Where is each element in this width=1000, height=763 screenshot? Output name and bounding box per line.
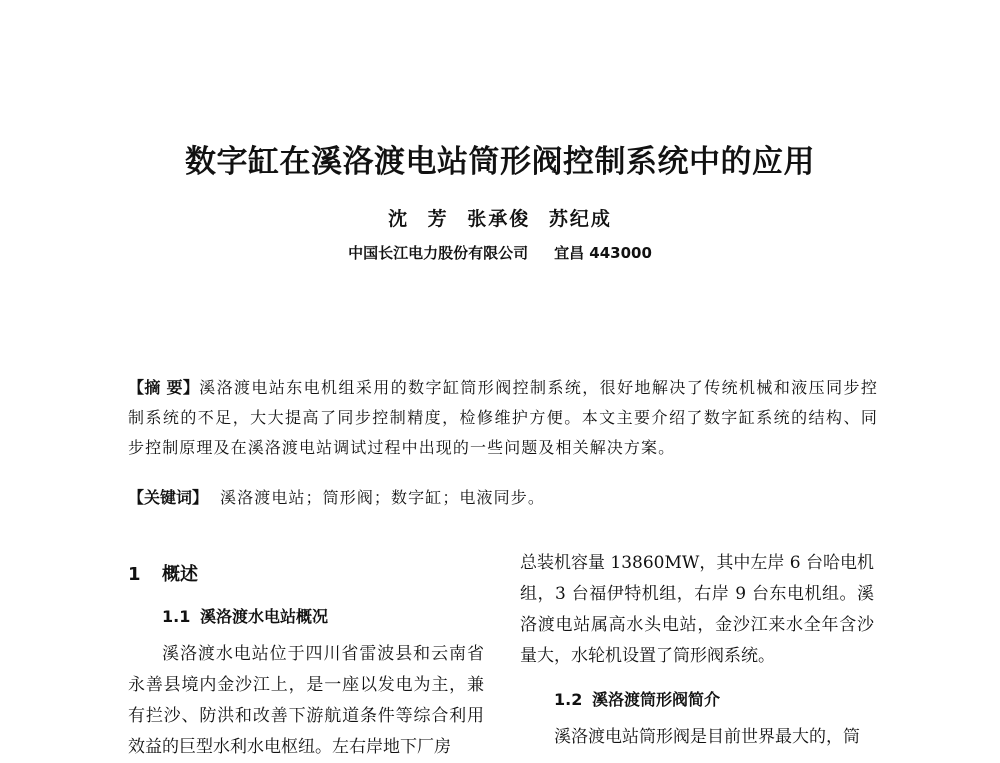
section-number: 1 <box>128 564 141 585</box>
keywords-text: 溪洛渡电站；筒形阀；数字缸；电液同步。 <box>220 488 545 507</box>
paper-title: 数字缸在溪洛渡电站筒形阀控制系统中的应用 <box>185 144 815 180</box>
section-title: 概述 <box>162 564 198 585</box>
keywords <box>128 483 878 513</box>
abstract-text: 溪洛渡电站东电机组采用的数字缸筒形阀控制系统，很好地解决了传统机械和液压同步控制系统的不足，大大提高了同步控制精度，检修维护方便。本文主要介绍了数字缸系统的结构、同步控制原理及在溪洛渡电站调试过程中出现的一些问题及相关解决方案。 <box>128 378 879 457</box>
subsection-title: 溪洛渡筒形阀简介 <box>592 690 721 709</box>
body-paragraph: 溪洛渡电站筒形阀是目前世界最大的，筒 <box>554 727 860 747</box>
abstract <box>128 373 878 463</box>
right-column <box>520 548 874 753</box>
affiliation <box>0 242 1000 263</box>
body-paragraph: 溪洛渡水电站位于四川省雷波县和云南省永善县境内金沙江上，是一座以发电为主，兼有拦沙、防洪和改善下游航道条件等综合利用效益的巨型水利水电枢纽。左右岸地下厂房 <box>128 644 484 757</box>
author-list: 沈 芳 张承俊 苏纪成 <box>388 208 612 230</box>
subsection-number: 1.2 <box>554 690 583 709</box>
subsection-number: 1.1 <box>162 607 191 626</box>
abstract-label: 【摘 要】 <box>128 378 200 397</box>
subsection-heading <box>128 597 484 637</box>
subsection-title: 溪洛渡水电站概况 <box>200 607 329 626</box>
section-heading <box>128 558 484 591</box>
affiliation-org: 中国长江电力股份有限公司 <box>348 244 529 262</box>
affiliation-location: 宜昌 443000 <box>554 244 652 262</box>
left-column <box>128 558 484 763</box>
keywords-label: 【关键词】 <box>128 488 209 507</box>
subsection-heading <box>520 680 874 720</box>
body-paragraph-continued: 总装机容量 13860MW，其中左岸 6 台哈电机组，3 台福伊特机组，右岸 9 台东电机组。溪洛渡电站属高水头电站，金沙江来水全年含沙量大，水轮机设置了筒形阀系统。 <box>520 553 874 666</box>
